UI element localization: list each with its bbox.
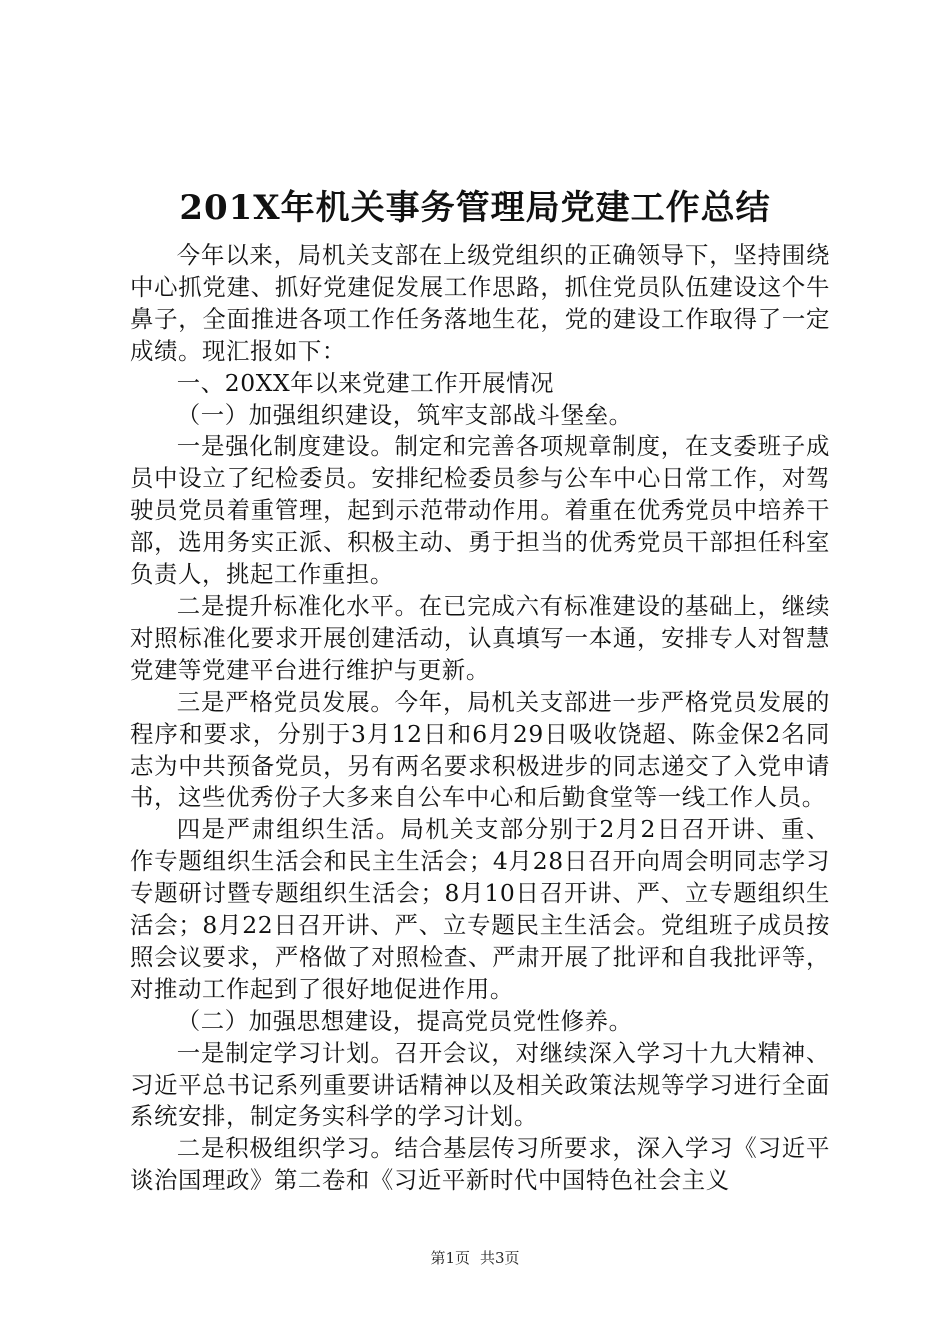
page-total: 共3页 — [480, 1249, 520, 1267]
paragraph-item: 四是严肃组织生活。局机关支部分别于2月2日召开讲、重、作专题组织生活会和民主生活会；4月28日召开向周会明同志学习专题研讨暨专题组织生活会；8月10日召开讲、严、立专题组织生活会；8月22日召开讲、严、立专题民主生活会。党组班子成员按照会议要求，严格做了对照检查、严肃开展了批评和自我批评等，对推动工作起到了很好地促进作用。 — [130, 815, 830, 1003]
paragraph-item: 一是制定学习计划。召开会议，对继续深入学习十九大精神、习近平总书记系列重要讲话精神以及相关政策法规等学习进行全面系统安排，制定务实科学的学习计划。 — [130, 1038, 830, 1131]
document-body — [130, 240, 830, 1197]
section-heading-1: 一、20XX年以来党建工作开展情况 — [176, 368, 555, 397]
subsection-heading-1: （一）加强组织建设，筑牢支部战斗堡垒。 — [176, 400, 633, 429]
paragraph-intro: 今年以来，局机关支部在上级党组织的正确领导下，坚持围绕中心抓党建、抓好党建促发展工作思路，抓住党员队伍建设这个牛鼻子，全面推进各项工作任务落地生花，党的建设工作取得了一定成绩。现汇报如下： — [130, 241, 830, 365]
paragraph-item: 一是强化制度建设。制定和完善各项规章制度，在支委班子成员中设立了纪检委员。安排纪检委员参与公车中心日常工作，对驾驶员党员着重管理，起到示范带动作用。着重在优秀党员中培养干部，选用务实正派、积极主动、勇于担当的优秀党员干部担任科室负责人，挑起工作重担。 — [130, 432, 830, 589]
page-number: 第1页 — [430, 1249, 470, 1267]
page-footer — [0, 1247, 950, 1269]
paragraph-item: 二是积极组织学习。结合基层传习所要求，深入学习《习近平谈治国理政》第二卷和《习近平新时代中国特色社会主义 — [130, 1134, 830, 1195]
document-title: 201X年机关事务管理局党建工作总结 — [179, 188, 771, 228]
subsection-heading-2: （二）加强思想建设，提高党员党性修养。 — [176, 1006, 633, 1035]
paragraph-item: 三是严格党员发展。今年，局机关支部进一步严格党员发展的程序和要求，分别于3月12日和6月29日吸收饶超、陈金保2名同志为中共预备党员，另有两名要求积极进步的同志递交了入党申请书，这些优秀份子大多来自公车中心和后勤食堂等一线工作人员。 — [130, 687, 830, 812]
paragraph-item: 二是提升标准化水平。在已完成六有标准建设的基础上，继续对照标准化要求开展创建活动，认真填写一本通，安排专人对智慧党建等党建平台进行维护与更新。 — [130, 591, 830, 684]
